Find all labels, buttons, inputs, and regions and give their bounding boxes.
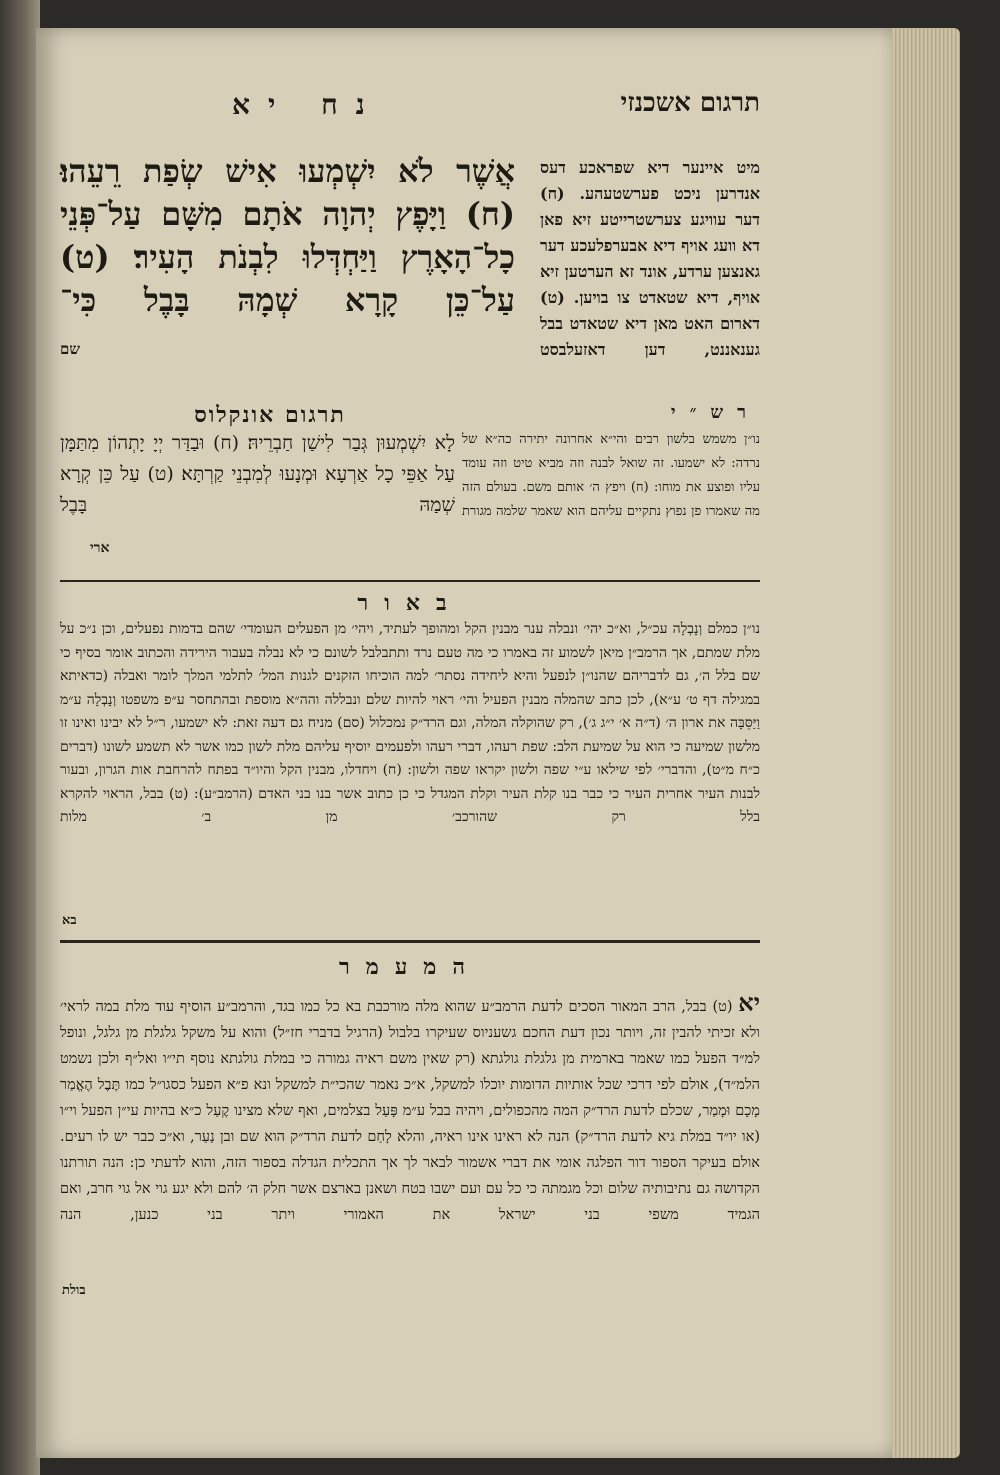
rashi-text: נו״ן משמש בלשון רבים והי״א אחרונה יתירה כה״א של נרדה: לא ישמעו. זה שואל לבנה וזה מביא טיט וזה עומד עליו ופוצע את מוחו: (ח) ויפץ ה׳ אותם משם. בעולם הזה מה שאמרו פן נפוץ נתקיים עליהם הוא שאמר שלמה מגורת <box>462 432 760 519</box>
verse-catchword: שם <box>60 340 80 358</box>
chapter-label: נח יא <box>232 88 383 121</box>
onkelos-catchword: ארי <box>90 540 110 556</box>
maamar-text <box>60 990 760 1228</box>
verse-text: אֲשֶׁר לֹא יִשְׁמְעוּ אִישׁ שְׂפַת רֵעֵהוּ׃ (ח) וַיָּפֶץ יְהוָה אֹתָם מִשָּׁם עַל־פְּנֵי כָל־הָאָרֶץ וַיַּחְדְּלוּ לִבְנֹת הָעִיר׃ (ט) עַל־כֵּן קָרָא שְׁמָהּ בָּבֶל כִּי־ <box>60 152 515 319</box>
biur-catchword: בא <box>62 913 77 928</box>
maamar-body: (ט) בבל, הרב המאור הסכים לדעת הרמב״ע שהוא מלה מורכבת בא כל כמו בגד, והרמב״ע הוסיף עוד מלת במה לראי׳ ולא זכיתי להבין זה, ויותר נכון דעת החכם גשעניוס שעיקרו בלבול (הרגיל בדברי חז״ל) והוא על משקל גלגלת מן גלגל, ונופל למ״ד הפעל כמו שאמר בארמית מן גלגלת גולגתא (רק שאין משם ראיה גמורה כי במלת גולגתא נוסף תי״ו ואל״ף ולכן נשמט הלמ״ד), אולם לפי דרכי שכל אותיות הדומות יוכלו למשקל, א״כ נאמר שהכי״ת למשקל ונא פ״א הפעל כסגו״ל כמו תֶּבֶל הֶאֱמַר מָכָם וּמָמַר, שכלם לדעת הרד״ק המה מהכפולים, ויהיה בבל ע״מ פָּעַל בצלמים, ואף שלא מצינו קֶעַל כ״א בהיות עי״ן הפעל וי״ו (או יו״ד במלת גיא לדעת הרד״ק) הנה לא ראינו אינו ראיה, והלא לָחַם לדעת הרד״ק הוא שם ובן נַעַר, וא״כ כבר יש לו רעים. אולם בעיקר הספור דור הפלגה אומי את דברי אשמור לבאר לך אך התכלית הגדלה בספור הזה, והוא לדעתי כן: הנה תורתנו הקדושה גם נתיבותיה שלום וכל מגמתה כי כל עם ועם ישבו בטח ושאנן בארצם אשר חלק ה׳ להם ולא יגע גוי אל גוי חרב, ואם הגמיד משפי בני ישראל את האמורי ויתר בני כנען, הנה <box>60 999 760 1223</box>
biur-text: נו״ן כמלם וְנָבְלָה עכ״ל, וא״כ יהי׳ ונבלה ענר מבנין הקל ומהופך לעתיד, ויהי׳ מן הפעלים העומדי׳ שהם בדמות נפעלים, וכן נ״כ על מלת שמתם, אך הרמב״ן מיאן לשמוע זה באמרו כי מה טעם נרד ותתבלבל לשונם כי לא נבלה בעבור הירידה והכתוב אומר בסיף כי שם בלל ה׳, גם לדבריהם שהנו״ן לנפעל והיא ליחידה נסתר׳ למה הוכיחו הזקנים לגנות המל׳ לתלמי המלך לומר ואבלה (כדאיתא במגילה דף ט׳ ע״א), לכן כתב שהמלה מבנין הפעיל והי׳ ראוי להיות שלם ונבללה והה״א מוספת ובהתחסר ע״פ משפטו וְנָבְלָה ע״מ וַיַּסֵּבָּה את ארון ה׳ (ד״ה א׳ י״ג ג׳), רק שהוקלה המלה, וגם הרד״ק נמכלול (סם) מניח גם דעה זאת: לא ישמעו, ר״ל לא יבינו ואינו זו מלשון שמיעה כי הוא על שמיעת הלב: שפת רעהו, דברי רעהו ולפעמים יוסיף עליהם מלת לשון כמו אשר לא תשמע לשונו (דברים כ״ח מ״ט), והדברי׳ לפי שילאו ע״י שפה ולשון יקראו שפה ולשון: (ח) ויחדלו, מבנין הקל והיו״ד בפתח להרחבת אות הגרון, ובעור לבנות העיר אחרית העיר כי כבר בנו קלת העיר וקלת המגדל כי כן כתוב אשר בנו בני האדם (הרמב״ע): (ט) בבל, הראוי להקרא בלל רק שהורכב׳ מן ב׳ מלות <box>60 621 761 825</box>
rashi-title: רש״י <box>670 402 760 423</box>
page-edges <box>880 28 960 1458</box>
page-header <box>60 88 760 148</box>
maamar-title: המעמר <box>339 954 481 980</box>
divider-rule <box>60 580 760 582</box>
verse-column <box>60 150 515 322</box>
yiddish-column <box>540 155 760 363</box>
divider-rule <box>60 940 760 943</box>
onkelos-text: לָא יִשְׁמְעוּן גְּבַר לִישַׁן חַבְרֵיהּ׃ (ח) וּבַדַּר יְיָ יָתְהוֹן מִתַּמָּן עַל אַפֵּי כָל אַרְעָא וּמְנָעוּ לְמִבְנֵי קַרְתָּא׃ (ט) עַל כֵּן קְרָא שְׁמַהּ בָּבֶל <box>60 432 455 516</box>
yiddish-translation-text: מיט איינער דיא שפראכע דעס אנדרען ניכט פערשטעהע. (ח) דער עוויגע צערשטרייטע זיא פאן דא וועג אויף דיא אבערפלעכע דער גאנצען ערדע, אונד זא הערטען זיא אויף, דיא שטאדט צו בויען. (ט) דארום האט מאן דיא שטאדט בבל גענאננט, דען דאזעלבסט <box>540 158 760 359</box>
targum-header-title: תרגום אשכנזי <box>620 88 760 118</box>
maamar-catchword: בולת <box>62 1283 86 1298</box>
maamar-lead-letter: יא <box>738 988 760 1017</box>
book-spine <box>0 0 40 1475</box>
biur-title: באור <box>357 590 463 616</box>
onkelos-title: תרגום אונקלוס <box>194 402 346 428</box>
